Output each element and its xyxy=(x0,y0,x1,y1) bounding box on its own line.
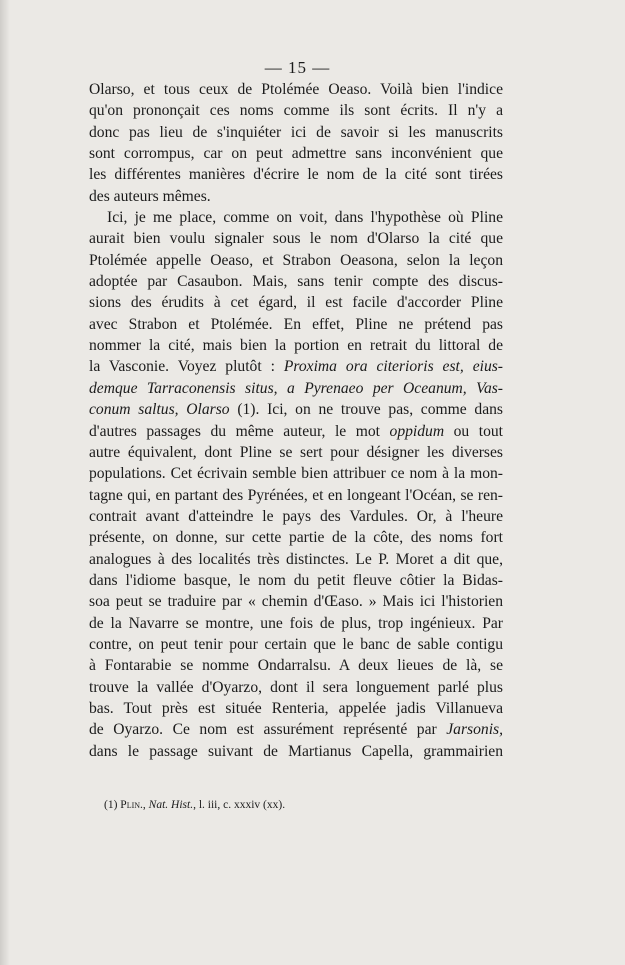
text-line xyxy=(89,421,503,442)
italic-segment: oppidum xyxy=(389,422,445,440)
text-line xyxy=(89,741,503,762)
text-segment: trouve la vallée d'Oyarzo, dont il sera longuement parlé plus xyxy=(89,678,503,696)
footnote-sep: , xyxy=(142,799,149,811)
text-segment: de Oyarzo. Ce nom est assurément représenté par xyxy=(89,721,447,739)
text-segment: tagne qui, en partant des Pyrénées, et en longeant l'Océan, se ren- xyxy=(89,486,503,504)
text-segment: sions des érudits à cet égard, il est facile d'accorder Pline xyxy=(89,294,503,312)
text-line xyxy=(89,527,503,548)
text-line xyxy=(89,719,503,740)
text-segment: de la Navarre se montre, une fois de plus, trop ingénieux. Par xyxy=(89,614,503,632)
text-line xyxy=(89,292,503,313)
text-segment: autre équivalent, dont Pline se sert pour désigner les diverses xyxy=(89,443,503,461)
text-line xyxy=(89,485,503,506)
text-segment: d'autres passages du même auteur, le mot xyxy=(89,422,390,440)
text-line xyxy=(89,207,503,228)
text-line xyxy=(89,164,503,185)
text-segment: adoptée par Casaubon. Mais, sans tenir compte des discus- xyxy=(89,273,503,291)
text-line xyxy=(89,143,503,164)
text-line xyxy=(89,399,503,420)
text-segment: bas. Tout près est située Renteria, appelée jadis Villanueva xyxy=(89,699,503,717)
text-segment: contre, on peut tenir pour certain que le banc de sable contigu xyxy=(89,635,503,653)
footnote xyxy=(104,799,285,811)
text-line xyxy=(89,549,503,570)
text-line xyxy=(89,634,503,655)
text-segment: Ptolémée appelle Oeaso, et Strabon Oeasona, selon la leçon xyxy=(89,251,503,269)
text-segment: analogues à des localités très distinctes. Le P. Moret a dit que, xyxy=(89,550,503,568)
italic-segment: conum saltus, Olarso xyxy=(89,401,230,419)
text-line xyxy=(89,228,503,249)
text-line xyxy=(89,698,503,719)
text-line xyxy=(89,250,503,271)
text-segment: Ici, je me place, comme on voit, dans l'hypothèse où Pline xyxy=(107,209,503,227)
text-line xyxy=(89,613,503,634)
text-segment: nommer la cité, mais bien la portion en retrait du littoral de xyxy=(89,337,503,355)
footnote-work: Nat. Hist. xyxy=(148,799,194,811)
text-segment: les différentes manières d'écrire le nom de la cité sont tirées xyxy=(89,166,503,184)
text-segment: avec Strabon et Ptolémée. En effet, Pline ne prétend pas xyxy=(89,315,503,333)
text-segment: la Vasconie. Voyez plutôt : xyxy=(89,358,284,376)
text-line xyxy=(89,677,503,698)
text-line xyxy=(89,79,503,100)
text-segment: présente, on donne, sur cette partie de la côte, des noms fort xyxy=(89,529,503,547)
text-line xyxy=(89,463,503,484)
text-segment: contrait avant d'atteindre le pays des Vardules. Or, à l'heure xyxy=(89,507,503,525)
text-line xyxy=(89,378,503,399)
text-line xyxy=(89,655,503,676)
text-segment: dans le passage suivant de Martianus Capella, grammairien xyxy=(89,742,503,760)
text-segment: donc pas lieu de s'inquiéter ici de savoir si les manuscrits xyxy=(89,123,503,141)
italic-segment: Jarsonis, xyxy=(446,721,503,739)
footnote-marker: (1) xyxy=(104,799,121,811)
text-segment: Olarso, et tous ceux de Ptolémée Oeaso. Voilà bien l'indice xyxy=(89,81,503,98)
text-segment: qu'on prononçait ces noms comme ils sont écrits. Il n'y a xyxy=(89,102,503,120)
text-line xyxy=(89,100,503,121)
text-segment: des auteurs mêmes. xyxy=(89,187,211,205)
spine-shadow xyxy=(0,0,10,965)
italic-segment: demque Tarraconensis situs, a Pyrenaeo per Oceanum, Vas- xyxy=(89,379,503,397)
text-segment: sont corrompus, car on peut admettre sans inconvénient que xyxy=(89,145,503,163)
text-segment: populations. Cet écrivain semble bien attribuer ce nom à la mon- xyxy=(89,465,503,483)
text-segment: (1). Ici, on ne trouve pas, comme dans xyxy=(229,401,503,419)
text-line xyxy=(89,356,503,377)
text-segment: à Fontarabie se nomme Ondarralsu. A deux lieues de là, se xyxy=(89,657,503,675)
page-number: — 15 — xyxy=(264,58,331,77)
text-line xyxy=(89,271,503,292)
text-line xyxy=(89,186,503,207)
text-line xyxy=(89,506,503,527)
text-line xyxy=(89,314,503,335)
text-segment: soa peut se traduire par « chemin d'Œaso. » Mais ici l'historien xyxy=(89,593,503,611)
text-line xyxy=(89,591,503,612)
text-segment: dans l'idiome basque, le nom du petit fleuve côtier la Bidas- xyxy=(89,571,503,589)
footnote-reference: , l. iii, c. xxxiv (xx). xyxy=(193,799,286,811)
text-line xyxy=(89,442,503,463)
text-line xyxy=(89,122,503,143)
text-line xyxy=(89,335,503,356)
footnote-author: Plin. xyxy=(120,799,143,811)
italic-segment: Proxima ora citerioris est, eius- xyxy=(283,358,504,376)
text-line xyxy=(89,570,503,591)
body-text xyxy=(89,79,503,762)
text-segment: aurait bien voulu signaler sous le nom d'Olarso la cité que xyxy=(89,230,503,248)
text-segment: ou tout xyxy=(444,422,503,440)
